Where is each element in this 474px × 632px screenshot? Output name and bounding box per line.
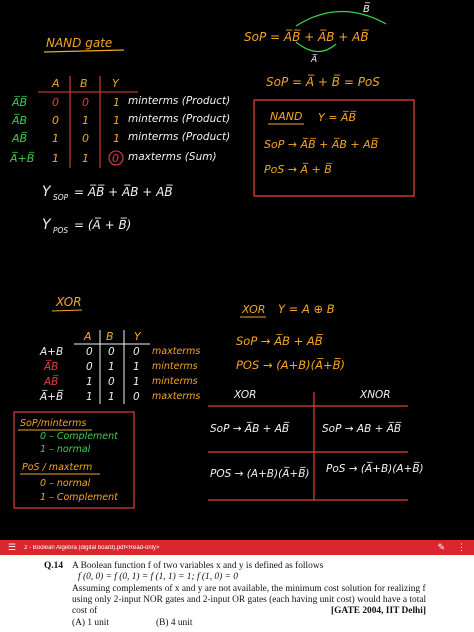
- cell-y: 0: [112, 152, 119, 165]
- cell-y: 1: [113, 132, 120, 145]
- menu-icon[interactable]: ☰: [8, 542, 17, 552]
- nand-sop-pos: SoP = A̅ + B̅ = PoS: [266, 75, 380, 89]
- question-line-2: f (0, 0) = f (0, 1) = f (1, 1) = 1; f (1, 0) = 0: [78, 572, 238, 582]
- row-note: minterms (Product): [128, 95, 231, 107]
- nand-title-underline: [44, 50, 124, 52]
- cell-y: 0: [133, 346, 140, 358]
- xor-row-4: [39, 390, 200, 403]
- row-term: A+B: [40, 346, 64, 358]
- sop-arc-top-label: B̅: [363, 4, 370, 15]
- nand-box-sop: SoP → A̅B̅ + A̅B + AB̅: [264, 138, 379, 151]
- row-term: A̅+B̅: [10, 152, 35, 165]
- cell-a: 1: [52, 132, 59, 145]
- xor-header-y: Y: [134, 330, 141, 343]
- sop-arc-top: [296, 11, 386, 26]
- nand-header-a: A: [52, 77, 60, 90]
- cell-a: 0: [52, 96, 59, 109]
- xor-row-1: [39, 346, 200, 358]
- cell-a: 0: [86, 346, 93, 358]
- nand-row-4: [9, 151, 217, 165]
- ypos-expr: = (A̅ + B̅): [74, 218, 132, 232]
- row-term: A̅B̅: [12, 96, 28, 109]
- nand-title: NAND gate: [46, 36, 113, 50]
- cell-b: 1: [108, 361, 115, 373]
- xor-sop: SoP → A̅B + AB̅: [236, 334, 323, 348]
- notes-maxterms-1: 1 – Complement: [40, 492, 118, 503]
- question-line-4: using only 2-input NOR gates and 2-input OR gates (each having unit cost) would have a total: [72, 595, 427, 605]
- option-b: (B) 4 unit: [156, 618, 193, 628]
- cell-b: 1: [108, 391, 115, 403]
- row-note: maxterms: [152, 346, 201, 357]
- cell-a: 0: [52, 114, 59, 127]
- notes-minterms-1: 1 – normal: [40, 444, 91, 455]
- cell-b: 1: [82, 114, 89, 127]
- nand-box-label: NAND: [270, 110, 303, 123]
- cell-a: 1: [86, 376, 93, 388]
- question-number: Q.14: [44, 561, 64, 571]
- row-note: minterms (Product): [128, 113, 231, 125]
- compare-xor-pos: POS → (A+B)(A̅+B̅): [210, 468, 310, 480]
- notes-maxterms-0: 0 – normal: [40, 478, 91, 489]
- nand-box-pos: PoS → A̅ + B̅: [264, 163, 332, 176]
- nand-sop-main: SoP = A̅B̅ + A̅B + AB̅: [244, 30, 369, 44]
- cell-y: 1: [133, 361, 140, 373]
- pdf-page: [0, 555, 474, 632]
- cell-y: 1: [113, 96, 120, 109]
- xor-title-underline: [52, 310, 82, 311]
- xor-pos: POS → (A+B)(A̅+B̅): [236, 358, 345, 372]
- nand-row-2: [11, 113, 230, 127]
- nand-row-1: [11, 95, 230, 109]
- row-note: minterms: [152, 376, 198, 387]
- cell-b: 0: [82, 132, 89, 145]
- ypos-y: Y: [42, 217, 51, 233]
- compare-col1: XOR: [234, 389, 257, 401]
- question-source: [GATE 2004, IIT Delhi]: [331, 606, 426, 616]
- row-term: A̅+B̅: [40, 391, 64, 403]
- nand-header-y: Y: [112, 77, 119, 90]
- pdf-file-title: 2 - Boolean Algebra (digital board).pdf<Read-only>: [24, 544, 160, 551]
- cell-a: 1: [52, 152, 59, 165]
- xor-equation: Y = A ⊕ B: [278, 302, 335, 316]
- nand-row-3: [11, 131, 230, 145]
- option-a: (A) 1 unit: [72, 618, 109, 628]
- ysop-y: Y: [42, 184, 51, 200]
- sop-arc-bottom-label: A̅: [311, 55, 318, 65]
- ysop-sub: SOP: [53, 193, 69, 202]
- compare-col2: XNOR: [360, 389, 391, 401]
- xor-row-2: [43, 360, 198, 373]
- row-note: maxterms (Sum): [128, 151, 217, 163]
- xor-equation-label: XOR: [242, 303, 266, 316]
- xor-title: XOR: [56, 295, 82, 309]
- cell-a: 0: [86, 361, 93, 373]
- compare-xor-sop: SoP → A̅B + AB̅: [210, 423, 290, 435]
- ysop-expr: = A̅B̅ + A̅B + AB̅: [74, 185, 173, 199]
- xor-header-b: B: [106, 330, 114, 343]
- cell-y: 1: [113, 114, 120, 127]
- notes-maxterms-title: PoS / maxterm: [22, 462, 93, 473]
- row-term: A̅B: [12, 114, 28, 127]
- cell-y: 0: [133, 391, 140, 403]
- cell-b: 0: [82, 96, 89, 109]
- row-term: AB̅: [44, 376, 59, 388]
- xor-row-3: [43, 375, 198, 388]
- nand-box-expr: Y = A̅B̅: [318, 111, 357, 124]
- row-note: maxterms: [152, 391, 201, 402]
- row-term: AB̅: [12, 132, 28, 145]
- compare-xnor-sop: SoP → AB + A̅B̅: [322, 423, 402, 435]
- cell-y: 1: [133, 376, 140, 388]
- notes-minterms-0: 0 – Complement: [40, 431, 118, 442]
- ypos-sub: POS: [53, 226, 69, 235]
- row-note: minterms (Product): [128, 131, 231, 143]
- row-term: A̅B: [44, 361, 59, 373]
- cell-b: 0: [108, 346, 115, 358]
- row-note: minterms: [152, 361, 198, 372]
- question-line-1: A Boolean function f of two variables x and y is defined as follows: [72, 561, 324, 571]
- cell-a: 1: [86, 391, 93, 403]
- question-line-5: cost of: [72, 606, 98, 616]
- pen-icon[interactable]: ✎: [437, 542, 445, 552]
- nand-header-b: B: [80, 77, 88, 90]
- more-vertical-icon[interactable]: ⋮: [457, 542, 466, 552]
- notes-minterms-title: SoP/minterms: [20, 418, 87, 429]
- question-line-3: Assuming complements of x and y are not available, the minimum cost solution for realizing f: [72, 584, 426, 594]
- pdf-viewer-toolbar: [0, 540, 474, 555]
- cell-b: 0: [108, 376, 115, 388]
- xor-header-a: A: [84, 330, 92, 343]
- cell-b: 1: [82, 152, 89, 165]
- compare-xnor-pos: PoS → (A̅+B)(A+B̅): [326, 463, 424, 475]
